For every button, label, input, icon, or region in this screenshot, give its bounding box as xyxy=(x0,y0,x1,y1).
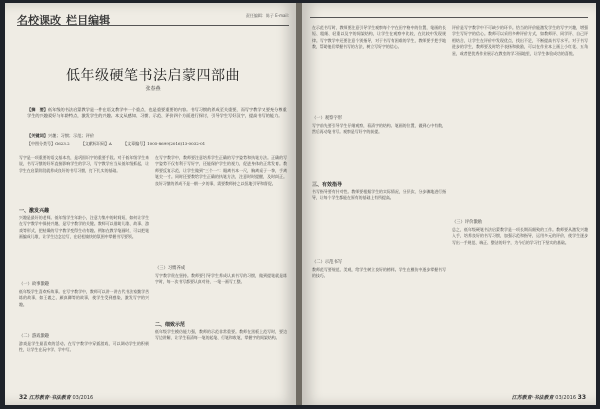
right-subsection-3-text: 总之，低年级硬笔书法启蒙教学是一项长期而细致的工作。教师要从激发兴趣入手，培养良好的书写习惯，加强示范和指导，运用多元的评价，使学生逐步写出一手规范、端正、整洁的好字，为今后的学习打下坚实的基础。 xyxy=(452,227,588,245)
subsection-2-text: 游戏是学生最喜欢的活动。在写字教学中穿插游戏，可以调动学生的积极性，让学生在玩中学、学中写。 xyxy=(19,341,149,353)
article-number: 【文章编号】1005-8699(2016)13-0032-01 xyxy=(123,141,206,146)
right-col-1-text: 在示范书写时，教师要注意引导学生观察每个字在田字格中的位置，笔画的长短、粗细、轻重以及字的间架结构，让学生在观察中比较，在比较中发现规律。写字教学中还要注意个别指导，对于书写有困难的学生，教师要手把手地教，帮助他们掌握书写的方法，树立写好字的信心。 xyxy=(312,25,446,50)
issue-date-right: 03/2016 xyxy=(555,395,577,401)
right-col-2-text: 评价是写字教学中不可缺少的环节。恰当的评价能激发学生的写字兴趣，增强学生写好字的信心。教师可以采用多种评价方式，如教师评、同学评、自己评相结合，让学生在评价中发现优点，找出不足，不断提高书写水平。对于书写进步的学生，教师要及时给予表扬和鼓励，可以在作业本上画上小红花、五角星，或者把优秀作业展示在教室的学习园地里，让学生体验成功的喜悦。 xyxy=(452,25,588,56)
column-name: 名校课改 xyxy=(17,14,61,27)
right-subsection-1-text: 写字前先要引导学生仔细观察，看清字的结构、笔画的位置，做到心中有数，然后再动笔书写。观察是写好字的前提。 xyxy=(312,123,446,135)
article-title: 低年级硬笔书法启蒙四部曲 xyxy=(66,68,240,84)
left-footer xyxy=(19,394,93,401)
clc-number: 【中图分类号】G623.2 xyxy=(27,141,70,146)
abstract-text: 低年级的书法启蒙教学是一件在语文教学中一个重点，也是重要重要的内容。书写习惯的养成至关重要，而写字教学又要充分尊重学生的兴趣爱好与年龄特点，激发学生的兴趣。本文从感知、习惯、示范、评价四个方面进行探讨，引导学生写好汉字，提高书写的能力。 xyxy=(27,107,287,118)
right-subsection-2-heading: （二）示范书写 xyxy=(312,260,343,265)
header-rule-right xyxy=(310,17,588,18)
abstract xyxy=(27,107,289,131)
intro-paragraph: 写字是一项重要的语文基本功，是巩固识字的重要手段。对于低年级学生来说，书写习惯的好坏直接影响学生的学习，写字教学应当从低年级抓起，让学生在启蒙阶段就养成良好的书写习惯，打下扎实的基础。 xyxy=(19,155,149,173)
page-header-right xyxy=(310,9,588,19)
column-2-text: 在写字教学中，教师要注意培养学生正确的写字姿势和执笔方法。正确的写字姿势不仅有利于写好字，还能保护学生的视力，促进身体的正常发育。教师要反复示范，让学生做到“三个一”：眼离书本一尺，胸离桌子一拳，手离笔尖一寸。同时还要教给学生正确的执笔方法，注意时时提醒，及时纠正。良好习惯的养成不是一朝一夕的事，需要教师持之以恒地引导和督促。 xyxy=(155,155,287,186)
issue-date: 03/2016 xyxy=(72,395,94,401)
right-subsection-2-text: 教师范写要规范、美观，给学生树立良好的榜样。学生在模仿中逐步掌握书写的技巧。 xyxy=(312,267,446,279)
subsection-2-heading: （二）游戏激趣 xyxy=(19,334,50,339)
abstract-label: 【摘 要】 xyxy=(27,107,48,112)
page-header xyxy=(17,9,289,27)
magazine-name: 江苏教育·书法教育 xyxy=(28,395,71,401)
section-2-text: 低年级学生模仿能力强，教师的示范非常重要。教师在黑板上范写时，要边写边讲解，让学生看清每一笔的起笔、行笔和收笔，掌握字的间架结构。 xyxy=(155,329,287,341)
keywords xyxy=(27,133,289,140)
subsection-3-text: 写字教学贵在坚持。教师要引导学生养成认真书写的习惯，做到提笔就是练字时，每一次书写都要认真对待，一笔一画写工整。 xyxy=(155,273,287,285)
right-footer xyxy=(512,394,586,401)
keywords-label: 【关键词】 xyxy=(27,133,48,138)
subsection-1-text: 低年级学生喜欢听故事。在写字教学中，教师可以讲一讲古代书法家勤学苦练的故事，如王羲之、颜真卿等的故事，使学生受到感染，激发写字的兴趣。 xyxy=(19,289,149,307)
page-number: 32 xyxy=(19,394,28,401)
page-number-right: 33 xyxy=(577,394,586,401)
column-sub: 栏目编辑 xyxy=(66,14,111,27)
keywords-text: 兴趣；习惯；示范；评价 xyxy=(47,133,95,138)
article-author: 张春燕 xyxy=(145,86,161,92)
section-3-heading: 三、有效指导 xyxy=(312,182,343,188)
section-1-heading: 一、激发兴趣 xyxy=(19,208,50,214)
magazine-name-right: 江苏教育·书法教育 xyxy=(511,395,554,401)
doc-code: 【文献标识码】A xyxy=(80,141,112,146)
section-2-heading: 二、细致示范 xyxy=(155,322,186,328)
editor-line: 责任编辑：陈子 E-mail: xyxy=(245,13,289,18)
subsection-3-heading: （三）习惯养成 xyxy=(155,266,186,271)
right-subsection-3-heading: （三）评价激励 xyxy=(452,220,483,225)
right-page xyxy=(302,3,596,405)
classification-row xyxy=(27,141,289,147)
right-subsection-1-heading: （一）观察字形 xyxy=(312,116,343,121)
section-3-text: 书写指导要有针对性。教师要根据学生的实际情况，分层次、分步骤地进行指导，让每个学生都能在原有的基础上有所提高。 xyxy=(312,189,446,201)
section-1-text: 兴趣是最好的老师。低年级学生年龄小，注意力集中的时间短，如何让学生在写字教学中保持兴趣，是写字教学的关键。教师可以借助儿歌、故事、游戏等形式，把枯燥的写字教学变得生动有趣。例如在教学笔画时，可以把笔画编成儿歌，让学生边念边写，在轻松愉快的氛围中掌握书写要领。 xyxy=(19,215,149,240)
header-rule xyxy=(17,25,289,26)
subsection-1-heading: （一）故事激趣 xyxy=(19,282,50,287)
left-page xyxy=(5,3,296,405)
